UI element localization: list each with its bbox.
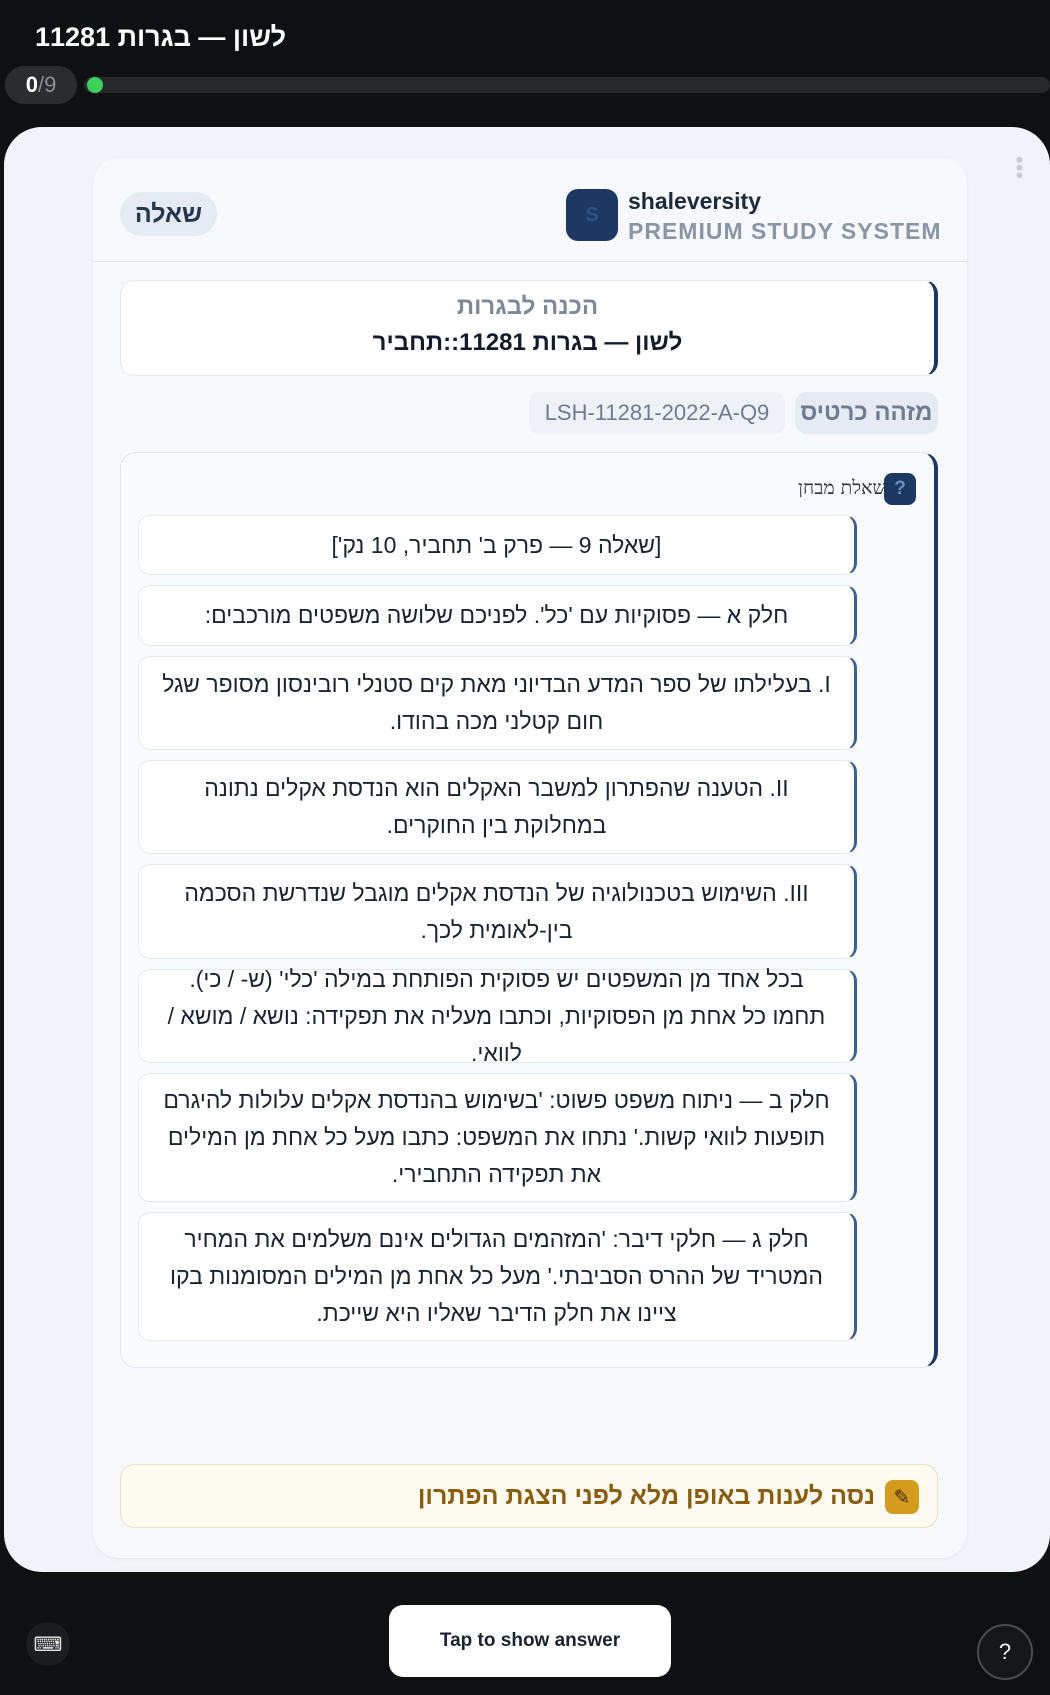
top-bar	[0, 0, 1050, 125]
card-id-label: מזהה כרטיס	[795, 392, 938, 434]
progress-total: 9	[44, 72, 57, 97]
course-info	[120, 280, 938, 376]
brand-tagline: PREMIUM STUDY SYSTEM	[628, 218, 942, 244]
brand-name: shaleversity	[628, 188, 761, 214]
app-title: לשון — בגרות 11281	[35, 22, 287, 52]
question-paragraph: חלק א — פסוקיות עם 'כל'. לפניכם שלושה משפטים מורכבים:	[138, 585, 857, 646]
show-answer-button[interactable]: Tap to show answer	[389, 1605, 671, 1677]
progress-separator: /	[37, 72, 45, 97]
brand-logo-icon: S	[566, 189, 618, 241]
question-section	[120, 452, 938, 1368]
card-type-badge: שאלה	[120, 192, 217, 236]
progress-track	[84, 77, 1050, 93]
question-mark-icon: ?	[884, 473, 916, 505]
question-paragraph: II. הטענה שהפתרון למשבר האקלים הוא הנדסת אקלים נתונה במחלוקת בין החוקרים.	[138, 760, 857, 854]
bottom-bar	[0, 1572, 1050, 1695]
card-header	[93, 158, 967, 262]
pencil-icon: ✎	[885, 1480, 919, 1514]
hint-banner	[120, 1464, 938, 1528]
progress-current: 0	[25, 72, 38, 97]
hint-text: נסה לענות באופן מלא לפני הצגת הפתרון	[417, 1482, 875, 1510]
help-button[interactable]: ?	[977, 1624, 1033, 1680]
flashcard	[93, 158, 967, 1558]
progress-counter	[5, 66, 77, 104]
question-paragraph: חלק ג — חלקי דיבר: 'המזהמים הגדולים אינם משלמים את המחיר המטריד של ההרס הסביבתי.' מעל כל אחת מן המילים המסומנות בקו ציינו את חלק הדיבר שאליו היא שייכת.	[138, 1212, 857, 1341]
course-subtitle: הכנה לבגרות	[456, 293, 599, 320]
question-paragraph: [שאלה 9 — פרק ב' תחביר, 10 נק']	[138, 515, 857, 575]
question-label: שאלת מבחן	[798, 477, 886, 499]
course-title: לשון — בגרות 11281::תחביר	[372, 329, 683, 356]
question-paragraph: III. השימוש בטכנולוגיה של הנדסת אקלים מוגבל שנדרשת הסכמה בין-לאומית לכך.	[138, 864, 857, 959]
card-id-value: LSH-11281-2022-A-Q9	[529, 392, 785, 434]
question-paragraph: בכל אחד מן המשפטים יש פסוקית הפותחת במילה 'כלי' (ש- / כי). תחמו כל אחת מן הפסוקיות, וכתבו מעליה את תפקידה: נושא / מושא / לוואי.	[138, 969, 857, 1063]
question-paragraph: חלק ב — ניתוח משפט פשוט: 'בשימוש בהנדסת אקלים עלולות להיגרם תופעות לוואי קשות.' נתחו את המשפט: כתבו מעל כל אחת מן המילים את תפקידה התחבירי.	[138, 1073, 857, 1202]
keyboard-icon[interactable]: ⌨	[26, 1622, 70, 1666]
more-options-icon[interactable]: •••	[1007, 156, 1032, 180]
progress-indicator-dot	[87, 77, 103, 93]
question-paragraph: I. בעלילתו של ספר המדע הבדיוני מאת קים סטנלי רובינסון מסופר שגל חום קטלני מכה בהודו.	[138, 656, 857, 750]
